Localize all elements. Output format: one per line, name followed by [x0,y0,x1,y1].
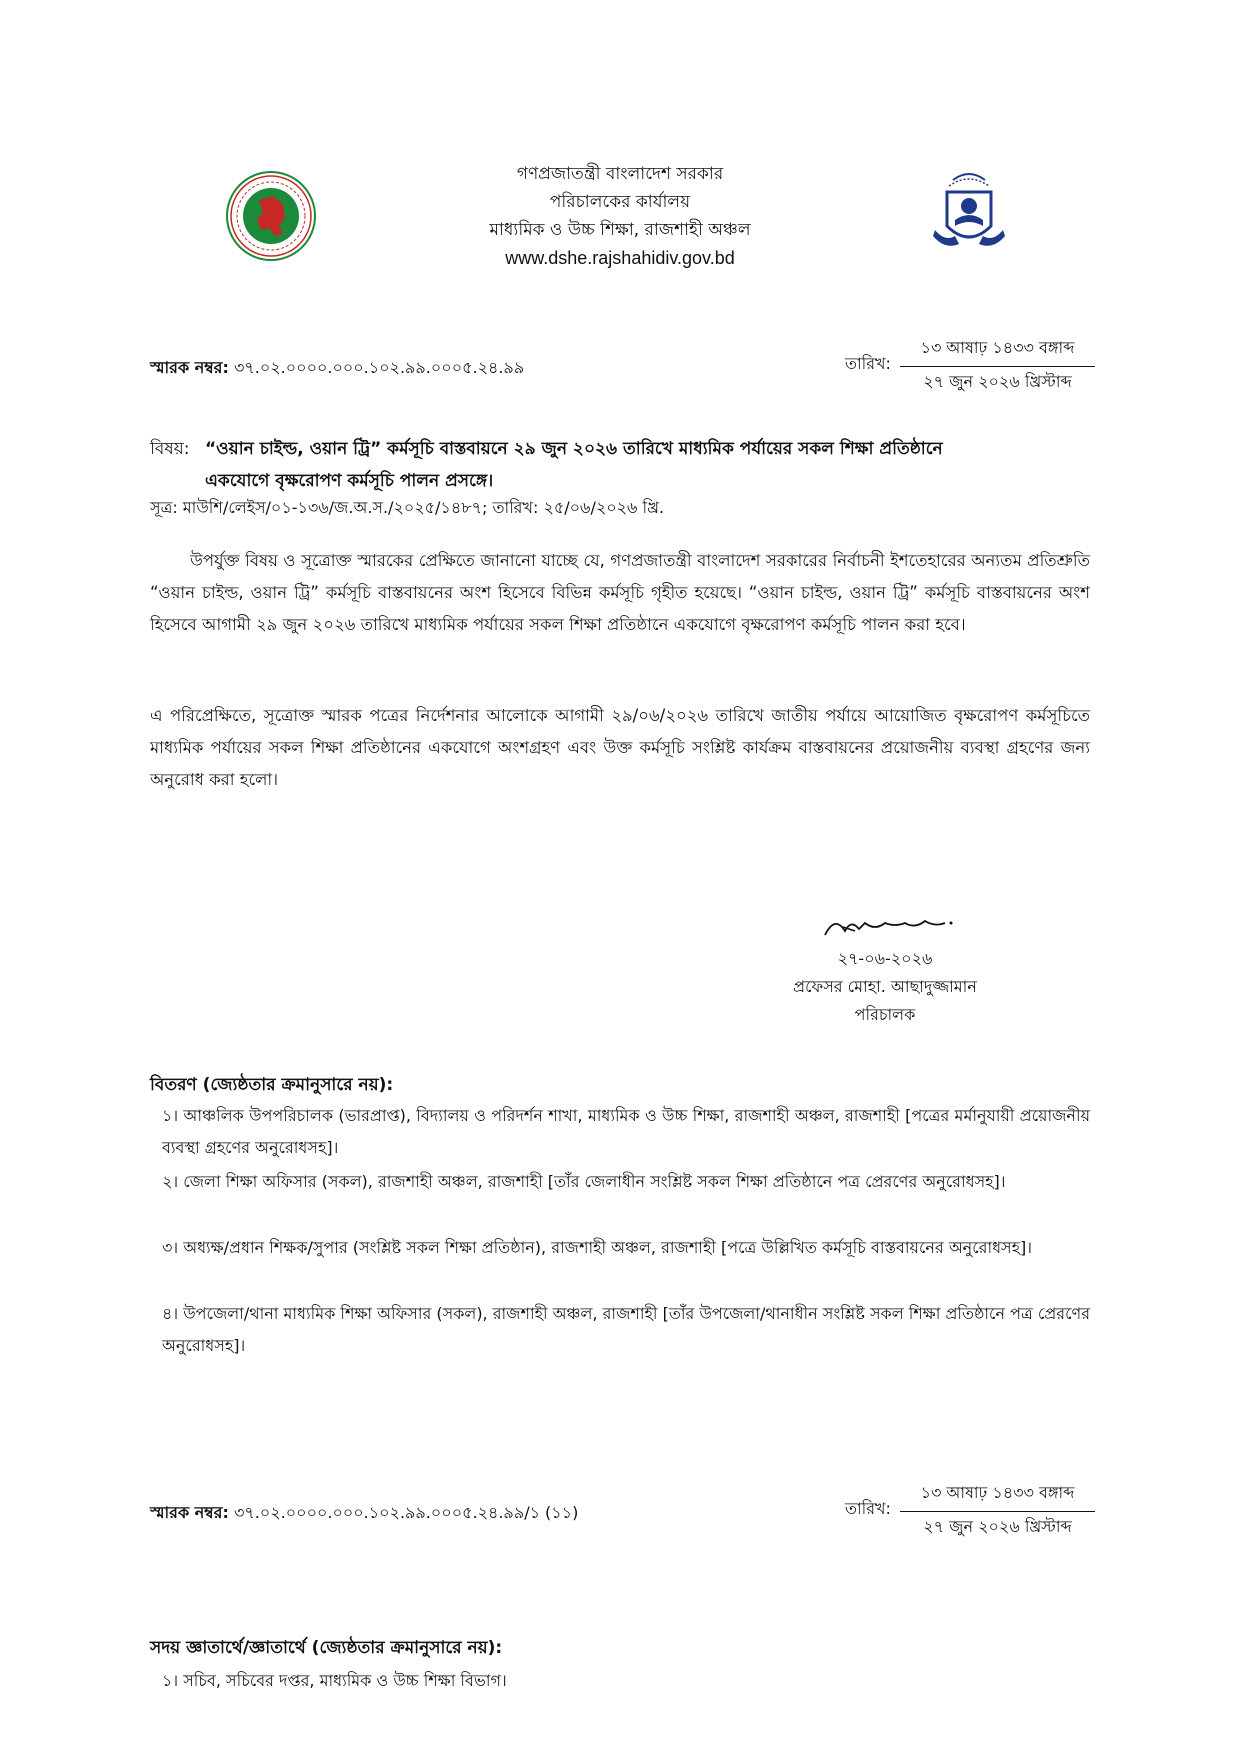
signature-block [760,905,1010,1029]
memo-date [845,335,1095,395]
header-website[interactable]: www.dshe.rajshahidiv.gov.bd [505,248,735,268]
signatory-designation: পরিচালক [854,1005,916,1024]
date-bangla: ১৩ আষাঢ় ১৪৩৩ বঙ্গাব্দ [900,1480,1095,1512]
cc-item: ১। সচিব, সচিবের দপ্তর, মাধ্যমিক ও উচ্চ শিক্ষা বিভাগ। [162,1671,507,1690]
date-bangla: ১৩ আষাঢ় ১৪৩৩ বঙ্গাব্দ [900,335,1095,367]
memo-number-row-2 [150,1500,578,1527]
date-label: তারিখ: [845,1499,891,1518]
memo-number: ৩৭.০২.০০০০.০০০.১০২.৯৯.০০০৫.২৪.৯৯ [233,358,525,377]
memo-number-label: স্মারক নম্বর: [150,1503,229,1522]
memo-number-label: স্মারক নম্বর: [150,358,229,377]
header-government: গণপ্রজাতন্ত্রী বাংলাদেশ সরকার [516,164,724,184]
subject-line-1: “ওয়ান চাইল্ড, ওয়ান ট্রি” কর্মসূচি বাস্তবায়নে ২৯ জুন ২০২৬ তারিখে মাধ্যমিক পর্যায়ের সকল শিক্ষা প্রতিষ্ঠানে [205,439,943,459]
education-board-emblem-icon [925,170,1013,258]
date-label: তারিখ: [845,354,891,373]
distribution-item: ৪। উপজেলা/থানা মাধ্যমিক শিক্ষা অফিসার (সকল), রাজশাহী অঞ্চল, রাজশাহী [তাঁর উপজেলা/থানাধীন সংশ্লিষ্ট সকল শিক্ষা প্রতিষ্ঠানে পত্র প্রেরণের অনুরোধসহ]। [162,1304,1090,1355]
subject-label: বিষয়: [150,439,190,459]
distribution-item: ২। জেলা শিক্ষা অফিসার (সকল), রাজশাহী অঞ্চল, রাজশাহী [তাঁর জেলাধীন সংশ্লিষ্ট সকল শিক্ষা প্রতিষ্ঠানে পত্র প্রেরণের অনুরোধসহ]। [162,1172,1006,1191]
cc-title: সদয় জ্ঞাতার্থে/জ্ঞাতার্থে (জ্যেষ্ঠতার ক্রমানুসারে নয়): [150,1638,503,1658]
body-paragraph-2: এ পরিপ্রেক্ষিতে, সূত্রোক্ত স্মারক পত্রের নির্দেশনার আলোকে আগামী ২৯/০৬/২০২৬ তারিখে জাতীয় পর্যায়ে আয়োজিত বৃক্ষরোপণ কর্মসূচিতে মাধ্যমিক পর্যায়ের সকল শিক্ষা প্রতিষ্ঠানের একযোগে অংশগ্রহণ এবং উক্ত কর্মসূচি সংশ্লিষ্ট কার্যক্রম বাস্তবায়নের প্রয়োজনীয় ব্যবস্থা গ্রহণের জন্য অনুরোধ করা হলো। [150,706,1090,789]
government-seal-logo [225,170,317,262]
signatory-name: প্রফেসর মোহা. আছাদুজ্জামান [793,977,977,996]
subject [150,433,1090,497]
handwritten-signature-icon [785,905,985,945]
education-board-logo [925,170,1013,258]
distribution-title: বিতরণ (জ্যেষ্ঠতার ক্রমানুসারে নয়): [150,1075,394,1095]
memo-date-2 [845,1480,1095,1540]
distribution-item: ৩। অধ্যক্ষ/প্রধান শিক্ষক/সুপার (সংশ্লিষ্ট সকল শিক্ষা প্রতিষ্ঠান), রাজশাহী অঞ্চল, রাজশাহী [পত্রে উল্লিখিত কর্মসূচি বাস্তবায়নের অনুরোধসহ]। [162,1238,1033,1257]
signature-date: ২৭-০৬-২০২৬ [837,949,933,968]
government-seal-icon [225,170,317,262]
reference: সূত্র: মাউশি/লেইস/০১-১৩৬/জ.অ.স./২০২৫/১৪৮৭; তারিখ: ২৫/০৬/২০২৬ খ্রি. [150,498,665,517]
subject-line-2: একযোগে বৃক্ষরোপণ কর্মসূচি পালন প্রসঙ্গে। [205,471,494,491]
distribution-item: ১। আঞ্চলিক উপপরিচালক (ভারপ্রাপ্ত), বিদ্যালয় ও পরিদর্শন শাখা, মাধ্যমিক ও উচ্চ শিক্ষা, রাজশাহী অঞ্চল, রাজশাহী [পত্রের মর্মানুযায়ী প্রয়োজনীয় ব্যবস্থা গ্রহণের অনুরোধসহ]। [162,1106,1090,1157]
body-paragraph-1: উপর্যুক্ত বিষয় ও সূত্রোক্ত স্মারকের প্রেক্ষিতে জানানো যাচ্ছে যে, গণপ্রজাতন্ত্রী বাংলাদেশ সরকারের নির্বাচনী ইশতেহারের অন্যতম প্রতিশ্রুতি “ওয়ান চাইল্ড, ওয়ান ট্রি” কর্মসূচি বাস্তবায়নের অংশ হিসেবে বিভিন্ন কর্মসূচি গৃহীত হয়েছে। “ওয়ান চাইল্ড, ওয়ান ট্রি” কর্মসূচি বাস্তবায়নের অংশ হিসেবে আগামী ২৯ জুন ২০২৬ তারিখে মাধ্যমিক পর্যায়ের সকল শিক্ষা প্রতিষ্ঠানে একযোগে বৃক্ষরোপণ কর্মসূচি পালন করা হবে। [150,551,1090,634]
memo-number: ৩৭.০২.০০০০.০০০.১০২.৯৯.০০০৫.২৪.৯৯/১ (১১) [233,1503,579,1522]
date-english: ২৭ জুন ২০২৬ খ্রিস্টাব্দ [923,372,1072,391]
letterhead [370,160,870,272]
header-office: পরিচালকের কার্যালয় [549,192,691,212]
header-region: মাধ্যমিক ও উচ্চ শিক্ষা, রাজশাহী অঞ্চল [489,220,751,240]
memo-number-row [150,355,524,382]
date-english: ২৭ জুন ২০২৬ খ্রিস্টাব্দ [923,1517,1072,1536]
